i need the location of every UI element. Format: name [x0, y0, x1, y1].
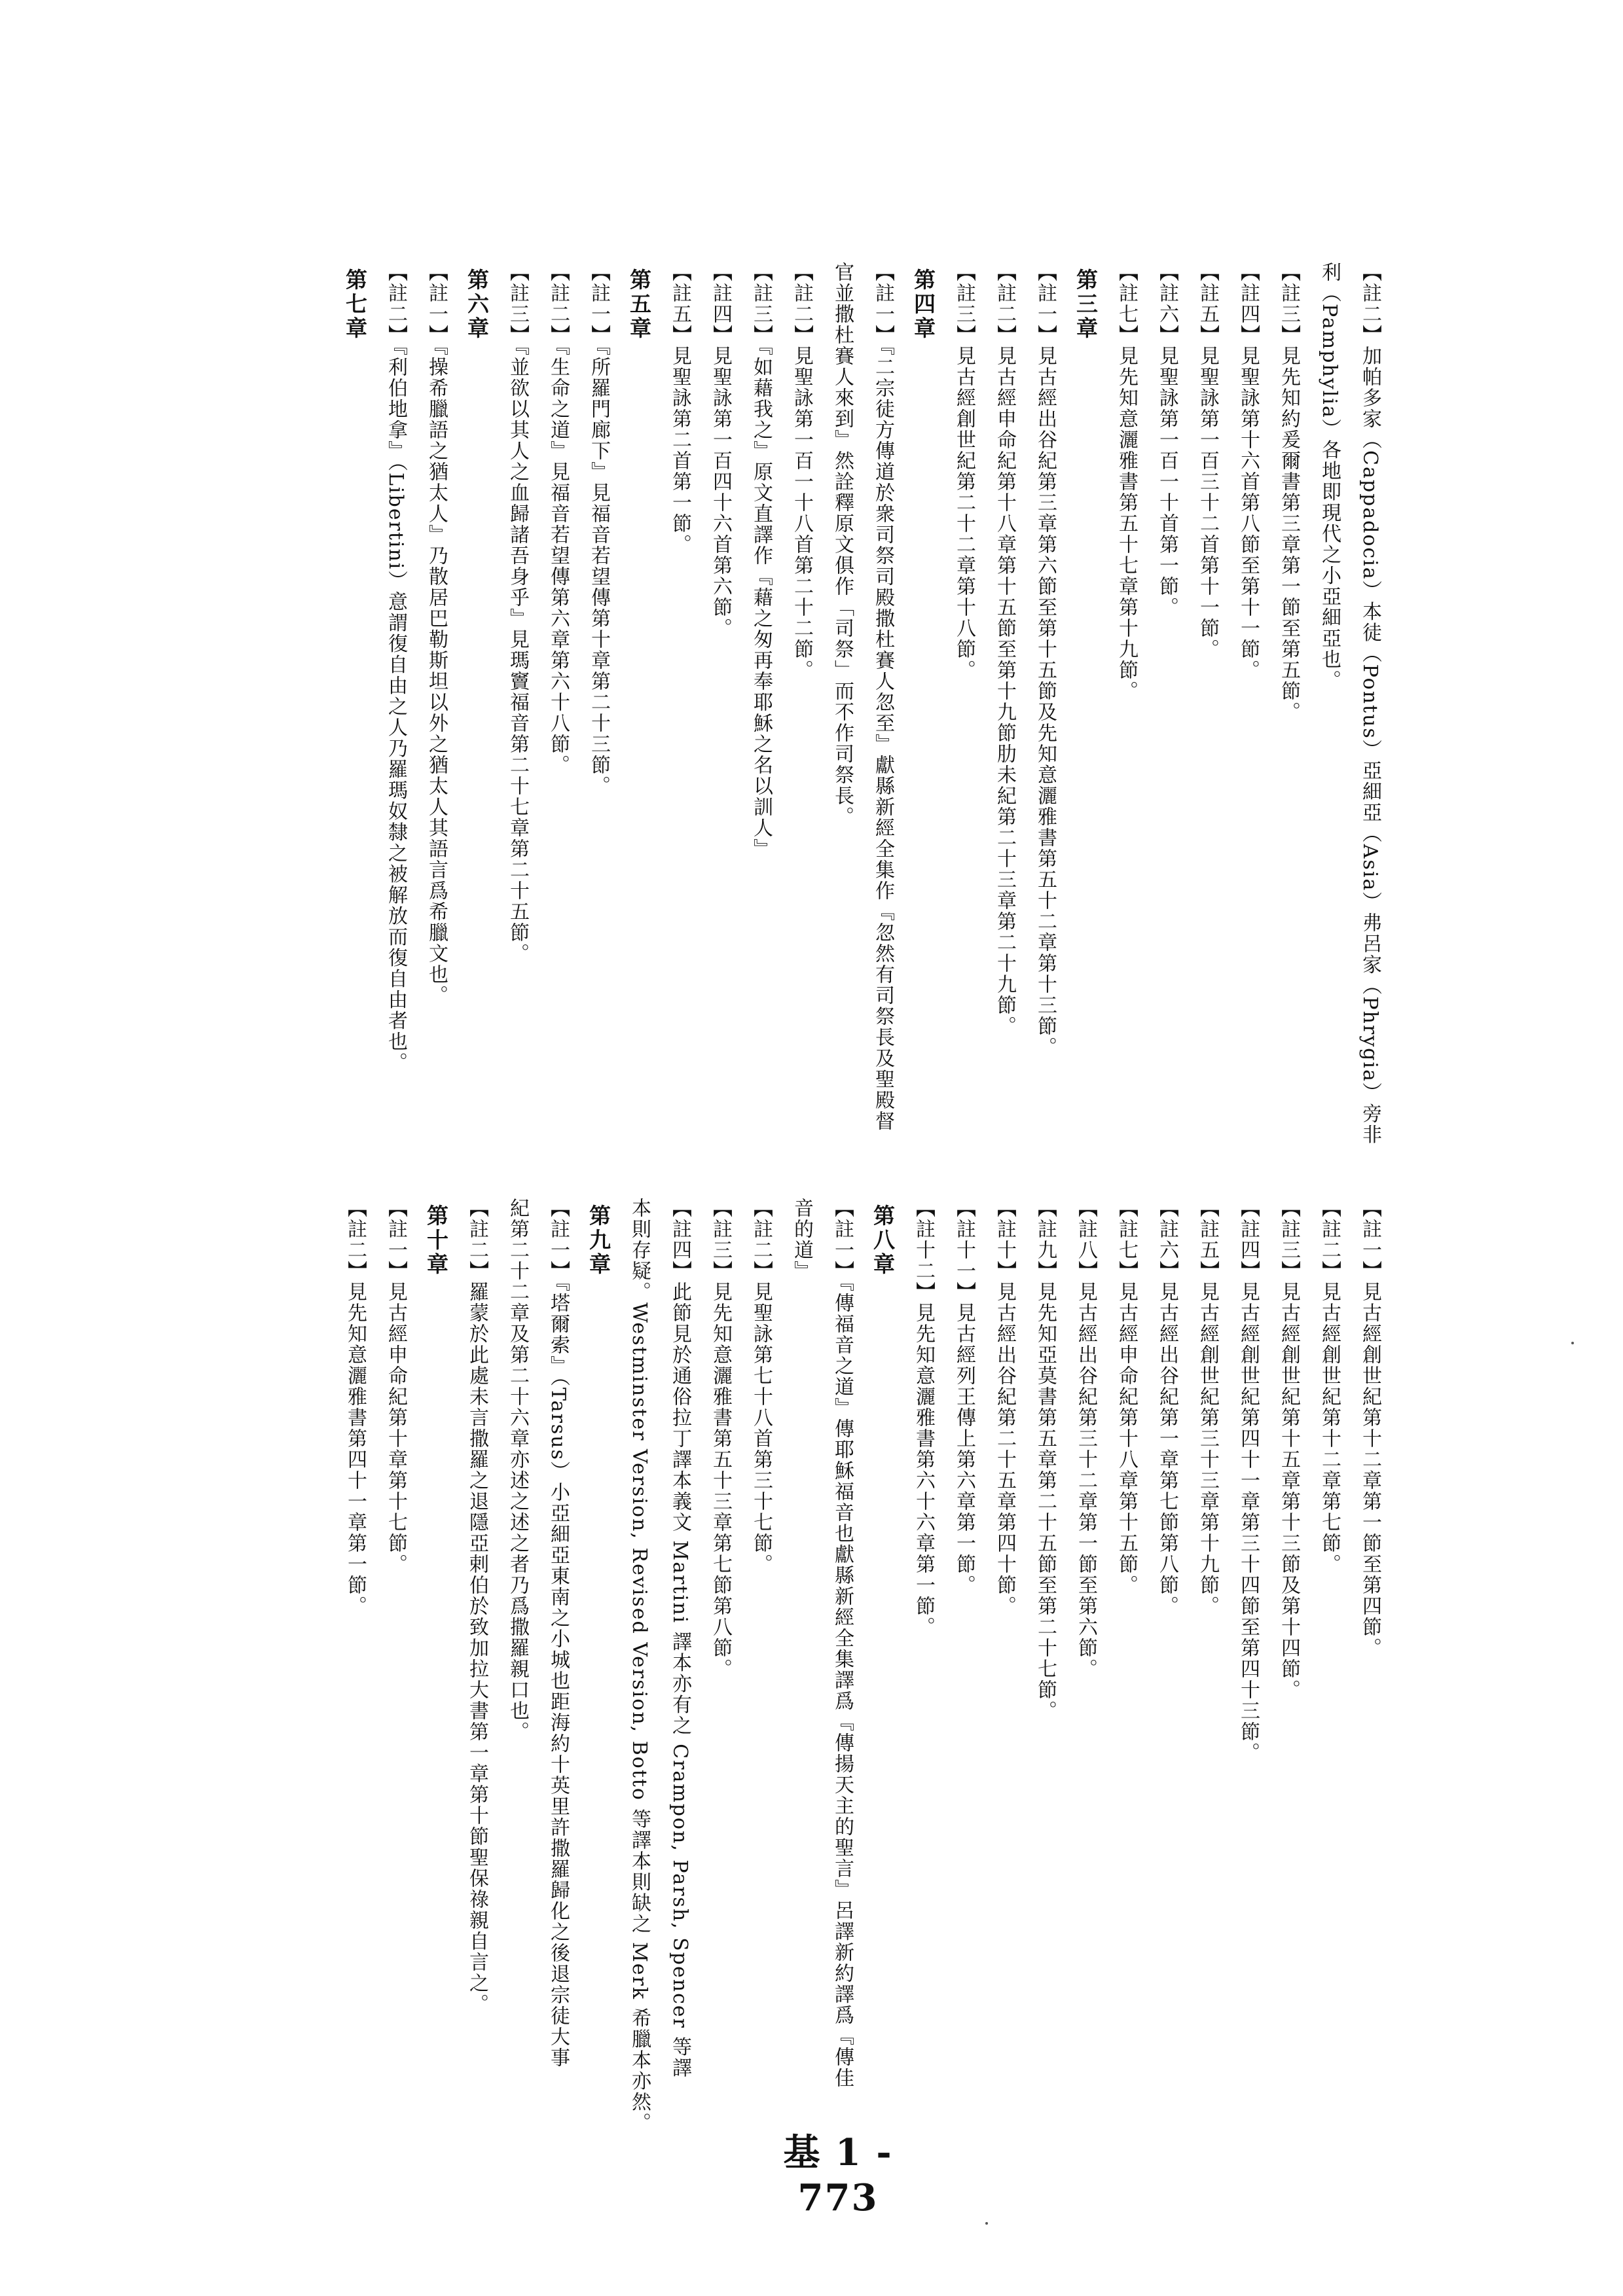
note-line: 【註二】加帕多家（Cappadocia）本徒（Pontus）亞細亞（Asia）弗呂家（Phrygia）旁非: [1359, 262, 1381, 1145]
note-line: 【註一】見古經創世紀第十二章第一節至第四節。: [1359, 1198, 1381, 1659]
note-line: 紀第二十二章及第二十六章亦述之述之者乃爲撒羅親口也。: [506, 1198, 529, 1742]
note-line: 【註二】見古經申命紀第十八章第十五節至第十九節肋未紀第二十三章第二十九節。: [993, 262, 1016, 1037]
note-line: 【註三】見古經創世紀第二十二章第十八節。: [953, 262, 976, 681]
note-line: 【註六】見聖詠第一百一十首第一節。: [1156, 262, 1178, 618]
note-line: 【註四】見古經創世紀第四十一章第三十四節至第四十三節。: [1237, 1198, 1260, 1763]
note-line: 【註三】見先知意灑雅書第五十三章第七節第八節。: [709, 1198, 732, 1679]
note-line: 【註五】見聖詠第二首第一節。: [668, 262, 691, 555]
scan-speck: [985, 2222, 988, 2225]
note-line: 【註七】見先知意灑雅書第五十七章第十九節。: [1115, 262, 1138, 702]
note-line: 【註五】見古經創世紀第三十三章第十九節。: [1196, 1198, 1219, 1617]
note-line: 【註十二】見先知意灑雅書第六十六章第一節。: [912, 1198, 935, 1638]
note-line: 【註六】見古經出谷紀第一章第七節第八節。: [1156, 1198, 1178, 1617]
note-line: 【註一】『塔爾索』（Tarsus）小亞細亞東南之小城也距海約十英里許撒羅歸化之後退宗徒大事: [547, 1198, 570, 2069]
note-line: 【註二】見聖詠第一百一十八首第二十二節。: [790, 262, 813, 681]
note-line: 官並撒杜賽人來到』然詮釋原文俱作「司祭」而不作司祭長。: [831, 262, 854, 827]
chapter-heading: 第九章: [586, 1204, 611, 1277]
note-line: 本則存疑。Westminster Version, Revised Version, Botto 等譯本則缺之 Merk 希臘本亦然。: [628, 1198, 651, 2134]
note-line: 【註一】『二宗徒方傳道於衆司祭司殿撒杜賽人忽至』獻縣新經全集作『忽然有司祭長及聖殿督: [871, 262, 894, 1132]
note-line: 【註二】羅蒙於此處未言撒羅之退隱亞剌伯於致加拉大書第一章第十節聖保祿親自言之。: [465, 1198, 488, 2015]
note-line: 【註一】見古經申命紀第十章第十七節。: [384, 1198, 407, 1575]
note-line: 【註七】見古經申命紀第十八章第十五節。: [1115, 1198, 1138, 1596]
note-line: 【註三】『並欲以其人之血歸諸吾身乎』見瑪竇福音第二十七章第二十五節。: [506, 262, 529, 964]
note-line: 【註一】『傳福音之道』傳耶穌福音也獻縣新經全集譯爲『傳揚天主的聖言』呂譯新約譯爲『傳佳: [831, 1198, 854, 2089]
note-line: 【註一】見古經出谷紀第三章第六節至第十五節及先知意灑雅書第五十二章第十三節。: [1034, 262, 1057, 1058]
note-line: 【註十一】見古經列王傳上第六章第一節。: [953, 1198, 976, 1596]
note-line: 【註三】『如藉我之』原文直譯作『藉之匆再奉耶穌之名以訓人』: [750, 262, 773, 859]
note-line: 【註三】見先知約爰爾書第三章第一節至第五節。: [1277, 262, 1300, 723]
note-line: 【註十】見古經出谷紀第二十五章第四十節。: [993, 1198, 1016, 1617]
note-line: 【註三】見古經創世紀第十五章第十三節及第十四節。: [1277, 1198, 1300, 1700]
chapter-heading: 第六章: [464, 268, 490, 341]
note-line: 【註二】見聖詠第七十八首第三十七節。: [750, 1198, 773, 1575]
chapter-heading: 第七章: [342, 268, 368, 341]
note-line: 【註八】見古經出谷紀第三十二章第一節至第六節。: [1074, 1198, 1097, 1679]
note-line: 【註二】見先知意灑雅書第四十一章第一節。: [344, 1198, 367, 1617]
note-line: 【註五】見聖詠第一百三十二首第十一節。: [1196, 262, 1219, 660]
note-line: 【註四】見聖詠第一百四十六首第六節。: [709, 262, 732, 639]
note-line: 利（Pamphylia）各地即現代之小亞細亞也。: [1318, 262, 1341, 691]
scan-speck: [1571, 1342, 1574, 1344]
note-line: 音的道』: [790, 1198, 813, 1282]
note-line: 【註九】見先知亞莫書第五章第二十五節至第二十七節。: [1034, 1198, 1057, 1721]
note-line: 【註二】『生命之道』見福音若望傳第六章第六十八節。: [547, 262, 570, 776]
note-line: 【註二】『利伯地拿』（Libertini）意謂復自由之人乃羅瑪奴隸之被解放而復自由者也。: [384, 262, 407, 1073]
chapter-heading: 第十章: [424, 1204, 449, 1277]
note-line: 【註一】『所羅門廊下』見福音若望傳第十章第二十三節。: [587, 262, 610, 797]
chapter-heading: 第五章: [627, 268, 652, 341]
chapter-heading: 第八章: [870, 1204, 896, 1277]
note-line: 【註二】見古經創世紀第十二章第七節。: [1318, 1198, 1341, 1575]
page-number: 基 1 - 773: [783, 2131, 893, 2219]
note-line: 【註四】此節見於通俗拉丁譯本義文 Martini 譯本亦有之 Crampon, Parsh, Spencer 等譯: [668, 1198, 691, 2079]
note-line: 【註四】見聖詠第十六首第八節至第十一節。: [1237, 262, 1260, 681]
chapter-heading: 第三章: [1073, 268, 1099, 341]
note-line: 【註一】『操希臘語之猶太人』乃散居巴勒斯坦以外之猶太人其語言爲希臘文也。: [425, 262, 448, 1006]
chapter-heading: 第四章: [911, 268, 936, 341]
